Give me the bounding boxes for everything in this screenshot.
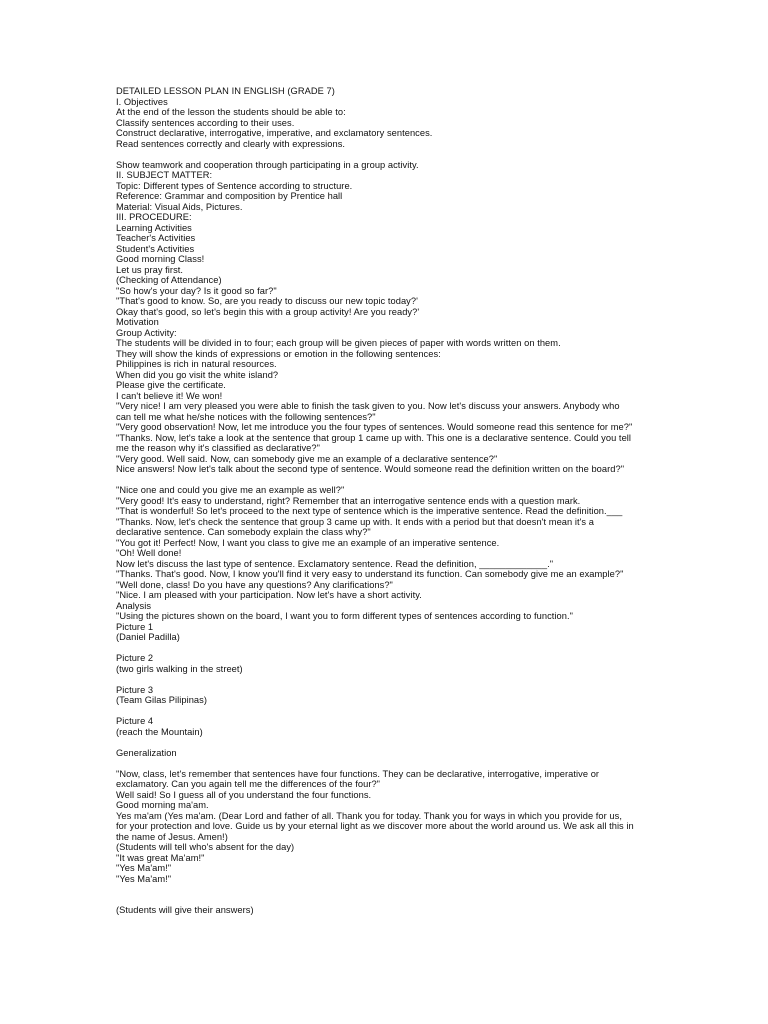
document-line: Picture 2 [116, 653, 154, 663]
document-line: Good morning ma'am. [116, 800, 209, 810]
document-line: "Thanks. Now, let's take a look at the sentence that group 1 came up with. This one is a declarative sentence. Could you tell [116, 432, 632, 443]
document-line: Well said! So I guess all of you understand the four functions. [116, 789, 372, 800]
document-line: Analysis [116, 600, 152, 611]
document-line: Good morning Class! [116, 254, 205, 264]
document-line: "That's good to know. So, are you ready to discuss our new topic today?' [116, 296, 418, 306]
document-line: the name of Jesus. Amen!) [116, 831, 228, 842]
document-line: Student's Activities [116, 243, 195, 254]
document-line: can tell me what he/she notices with the following sentences?" [116, 411, 376, 422]
blank-line [116, 674, 656, 685]
document-line: Picture 4 [116, 716, 154, 726]
document-line: "So how's your day? Is it good so far?" [116, 285, 277, 296]
document-line: (Students will give their answers) [116, 905, 254, 915]
document-line: (Team Gilas Pilipinas) [116, 695, 207, 705]
document-line: "That is wonderful! So let's proceed to the next type of sentence which is the imperative sentence. Read the definition.___ [116, 506, 623, 516]
document-line: Teacher's Activities [116, 233, 196, 243]
document-line: Now let's discuss the last type of sentence. Exclamatory sentence. Read the definition, _____________." [116, 558, 554, 569]
blank-line [116, 643, 656, 654]
document-line: (Students will tell who's absent for the day) [116, 842, 295, 852]
document-line: "You got it! Perfect! Now, I want you class to give me an example of an imperative sentence. [116, 537, 500, 548]
document-line: "It was great Ma'am!" [116, 852, 205, 863]
document-line: "Nice one and could you give me an example as well?" [116, 485, 345, 495]
document-line: The students will be divided in to four; each group will be given pieces of paper with words written on them. [116, 338, 561, 348]
document-line: Read sentences correctly and clearly with expressions. [116, 138, 346, 149]
document-line: Material: Visual Aids, Pictures. [116, 201, 243, 212]
blank-line [116, 475, 656, 486]
document-line: Topic: Different types of Sentence according to structure. [116, 180, 353, 191]
document-line: II. SUBJECT MATTER: [116, 170, 213, 180]
document-line: (two girls walking in the street) [116, 663, 243, 674]
document-line: Okay that's good, so let's begin this with a group activity! Are you ready?' [116, 306, 420, 317]
document-line: DETAILED LESSON PLAN IN ENGLISH (GRADE 7) [116, 86, 335, 96]
blank-line [116, 706, 656, 717]
document-line: Construct declarative, interrogative, imperative, and exclamatory sentences. [116, 128, 433, 138]
document-line: Classify sentences according to their uses. [116, 117, 295, 128]
document-line: I can't believe it! We won! [116, 390, 223, 401]
document-line: Motivation [116, 317, 159, 327]
document-line: Let us pray first. [116, 264, 184, 275]
document-line: "Nice. I am pleased with your participation. Now let's have a short activity. [116, 590, 422, 600]
document-line: Learning Activities [116, 222, 192, 233]
document-line: "Yes Ma'am!" [116, 863, 172, 873]
document-line: At the end of the lesson the students should be able to: [116, 107, 346, 117]
document-line: "Very good observation! Now, let me introduce you the four types of sentences. Would someone read this sentence for me?" [116, 422, 633, 432]
document-line: "Well done, class! Do you have any questions? Any clarifications?" [116, 579, 393, 590]
blank-line [116, 895, 656, 906]
document-line: Reference: Grammar and composition by Prentice hall [116, 191, 343, 201]
document-line: declarative sentence. Can somebody explain the class why?" [116, 527, 371, 537]
document-line: Yes ma'am (Yes ma'am. (Dear Lord and father of all. Thank you for today. Thank you for ways in which you provide for us, [116, 810, 622, 821]
document-line: "Very nice! I am very pleased you were able to finish the task given to you. Now let's discuss your answers. Anybody who [116, 401, 620, 411]
document-line: "Thanks. Now, let's check the sentence that group 3 came up with. It ends with a period but that doesn't mean it's a [116, 516, 594, 527]
document-line: "Oh! Well done! [116, 548, 182, 558]
document-line: (Checking of Attendance) [116, 275, 222, 285]
document-line: "Now, class, let's remember that sentences have four functions. They can be declarative, interrogative, imperative or [116, 768, 600, 779]
document-line: Generalization [116, 747, 177, 758]
document-line: "Very good. Well said. Now, can somebody give me an example of a declarative sentence?" [116, 453, 498, 464]
document-line: me the reason why it's classified as declarative?" [116, 443, 320, 453]
document-line: Picture 1 [116, 621, 154, 632]
document-line: Philippines is rich in natural resources. [116, 359, 277, 369]
document-line: "Yes Ma'am!" [116, 873, 172, 884]
document-line: exclamatory. Can you again tell me the differences of the four?" [116, 779, 381, 789]
document-line: "Using the pictures shown on the board, I want you to form different types of sentences according to function." [116, 611, 573, 621]
document-line: Picture 3 [116, 684, 154, 695]
document-line: (Daniel Padilla) [116, 632, 180, 642]
document-line: When did you go visit the white island? [116, 369, 279, 380]
lesson-plan-document [116, 86, 656, 916]
document-line: "Very good! It's easy to understand, right? Remember that an interrogative sentence ends with a question mark. [116, 495, 581, 506]
document-line: Nice answers! Now let's talk about the second type of sentence. Would someone read the definition written on the board?" [116, 464, 625, 474]
document-line: They will show the kinds of expressions or emotion in the following sentences: [116, 348, 441, 359]
document-line: Please give the certificate. [116, 380, 226, 390]
document-line: (reach the Mountain) [116, 726, 203, 737]
blank-line [116, 149, 656, 160]
document-line: Group Activity: [116, 327, 177, 338]
blank-line [116, 884, 656, 895]
document-line: "Thanks. That's good. Now, I know you'll find it very easy to understand its function. Can somebody give me an example?" [116, 569, 624, 579]
document-line: Show teamwork and cooperation through participating in a group activity. [116, 159, 419, 170]
blank-line [116, 758, 656, 769]
document-line: I. Objectives [116, 96, 168, 107]
blank-line [116, 737, 656, 748]
document-line: III. PROCEDURE: [116, 212, 192, 222]
document-line: for your protection and love. Guide us by your eternal light as we discover more about the world around us. We ask all this in [116, 821, 634, 831]
